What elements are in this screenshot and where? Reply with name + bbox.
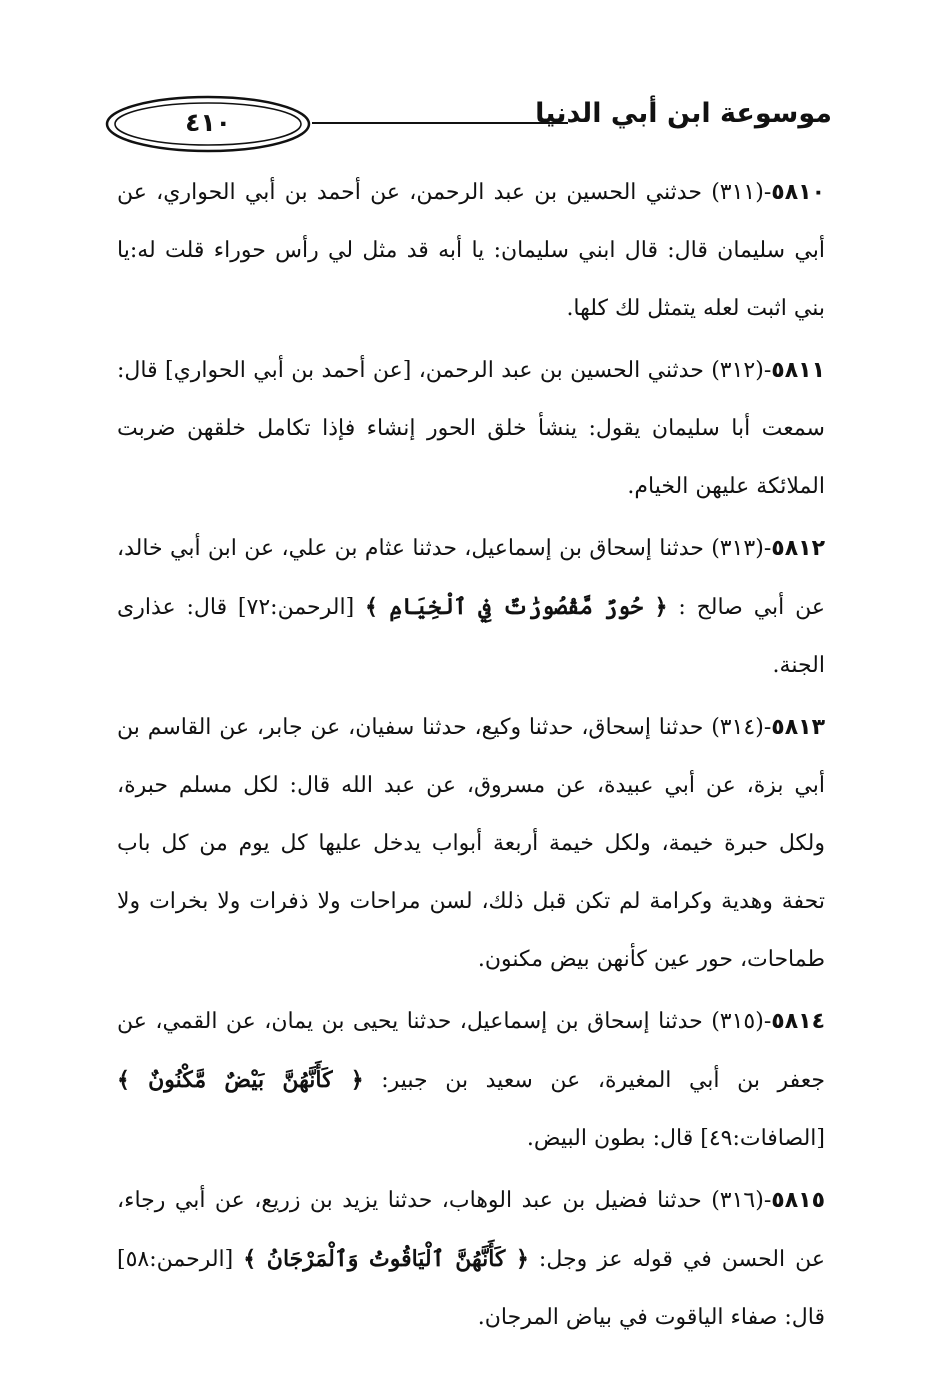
entry-text: -(٣١٤) حدثنا إسحاق، حدثنا وكيع، حدثنا سفيان، عن جابر، عن القاسم بن أبي بزة، عن أبي عبيدة، عن مسروق، عن عبد الله قال: لكل مسلم حبرة، ولكل حبرة خيمة، ولكل خيمة أربعة أبواب يدخل عليها كل يوم من كل باب تحفة وهدية وكرامة لم تكن قبل ذلك، لسن مراحات ولا ذفرات ولا بخرات ولا طماحات، حور عين كأنهن بيض مكنون. (117, 715, 825, 972)
entry-5811 (117, 342, 825, 516)
entry-number: ٥٨١٣ (771, 715, 825, 740)
entry-text-after-verse: [الصافات:٤٩] قال: بطون البيض. (526, 1126, 825, 1151)
entry-number: ٥٨١٢ (771, 536, 825, 561)
entry-number: ٥٨١٤ (771, 1009, 825, 1034)
entry-text-before-verse: -(٣١٥) حدثنا إسحاق بن إسماعيل، حدثنا يحيى بن يمان، عن القمي، عن جعفر بن أبي المغيرة، عن سعيد بن جبير: (117, 1009, 825, 1093)
entry-text-before-verse: -(٣١٣) حدثنا إسحاق بن إسماعيل، حدثنا عثام بن علي، عن ابن أبي خالد، عن أبي صالح : (117, 536, 825, 620)
page-number-badge (104, 94, 312, 154)
entry-text-before-verse: -(٣١٦) حدثنا فضيل بن عبد الوهاب، حدثنا يزيد بن زريع، عن أبي رجاء، عن الحسن في قوله عز وجل: (117, 1188, 825, 1272)
entry-number: ٥٨١١ (771, 358, 825, 383)
entry-number: ٥٨١٥ (771, 1188, 825, 1213)
entry-text: -(٣١٢) حدثني الحسين بن عبد الرحمن، [عن أحمد بن أبي الحواري] قال: سمعت أبا سليمان يقول: ينشأ خلق الحور إنشاء فإذا تكامل خلقهن ضربت الملائكة عليهن الخيام. (117, 358, 825, 499)
book-title: موسوعة ابن أبي الدنيا (535, 98, 832, 129)
quran-verse: ﴿ كَأَنَّهُنَّ ٱلْيَاقُوتُ وَٱلْمَرْجَانُ ﴾ (243, 1246, 529, 1272)
page-number: ٤١٠ (185, 108, 231, 137)
entry-5813 (117, 699, 825, 989)
entry-5815 (117, 1172, 825, 1347)
entry-5810 (117, 164, 825, 338)
entry-text-after-verse: [الرحمن:٧٢] قال: عذارى الجنة. (117, 595, 825, 678)
quran-verse: ﴿ حُورٌ مَّقْصُورَٰتٌ فِي ٱلْخِيَامِ ﴾ (365, 594, 668, 620)
entry-5814 (117, 993, 825, 1168)
header-rule (312, 122, 568, 124)
page-body (117, 164, 825, 1351)
entry-number: ٥٨١٠ (771, 180, 825, 205)
page-header (90, 92, 832, 162)
entry-5812 (117, 520, 825, 695)
quran-verse: ﴿ كَأَنَّهُنَّ بَيْضٌ مَّكْنُونٌ ﴾ (117, 1067, 364, 1093)
entry-text-after-verse: [الرحمن:٥٨] قال: صفاء الياقوت في بياض المرجان. (117, 1247, 825, 1330)
entry-text: -(٣١١) حدثني الحسين بن عبد الرحمن، عن أحمد بن أبي الحواري، عن أبي سليمان قال: قال ابني سليمان: يا أبه قد مثل لي رأس حوراء قلت له:يا بني اثبت لعله يتمثل لك كلها. (117, 180, 825, 321)
